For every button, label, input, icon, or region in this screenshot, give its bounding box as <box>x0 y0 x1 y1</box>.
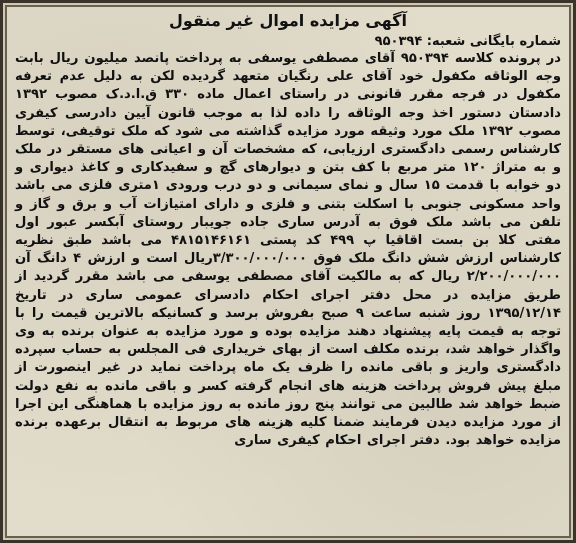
notice-title: آگهی مزایده اموال غیر منقول <box>169 11 407 30</box>
archive-number: شماره بایگانی شعبه: ۹۵۰۳۹۴ <box>374 34 561 49</box>
notice-body: در پرونده کلاسه ۹۵۰۳۹۴ آقای مصطفی یوسفی به پرداخت پانصد میلیون ریال بابت وجه الوثاقه مکفول خود آقای علی رنگیان متعهد گردیده لکن به دلیل عدم تعرفه مکفول در فرجه مقرر قانونی در راستای اعمال ماده ۳۳۰ ق.ا.د.ک مصوب ۱۳۹۲ دادستان دستور اخذ وجه الوثاقه را داده لذا به موجب قانون آیین دادرسی کیفری مصوب ۱۳۹۲ ملک مورد وثیقه مورد مزایده گذاشته می شود که ملک توقیفی، توسط کارشناس رسمی دادگستری ارزیابی، که مشخصات آن و اعیانی های مستقر در ملک و به متراژ ۱۲۰ متر مربع با کف بتن و دیوارهای گچ و سفیدکاری و کاغذ دیواری و دو خوابه با قدمت ۱۵ سال و نمای سیمانی و دو درب ورودی ۱متری فلزی می باشد واحد مسکونی جنوبی با اسکلت بتنی و فلزی و دارای امتیازات آب و برق و گاز و تلفن می باشد ملک فوق به آدرس ساری جاده جویبار روستای آبکسر عبور اول مفتی کلا بن بست اقاقیا پ ۴۹۹ کد پستی ۴۸۱۵۱۴۶۱۶۱ می باشد طبق نظریه کارشناس ارزش شش دانگ ملک فوق ۳/۳۰۰/۰۰۰/۰۰۰ریال است و ارزش ۴ دانگ آن ۲/۲۰۰/۰۰۰/۰۰۰ ریال که به مالکیت آقای مصطفی یوسفی می باشد مقرر گردید از طریق مزایده در محل دفتر اجرای احکام دادسرای عمومی ساری در تاریخ ۱۳۹۵/۱۲/۱۴ روز شنبه ساعت ۹ صبح بفروش برسد و کسانیکه بالاترین قیمت را با توجه به قیمت پایه پیشنهاد دهند مزایده بوده و مورد مزایده به عنوان برنده به وی واگذار خواهد شد، برنده مکلف است از بهای خریداری فی المجلس به حساب سپرده دادگستری واریز و باقی مانده را ظرف یک ماه پرداخت نماید در غیر اینصورت از مبلغ پیش فروش پرداخت هزینه های انجام گرفته کسر و باقی مانده به نفع دولت ضبط خواهد شد طالبین می توانند پنج روز مانده به روز مزایده با هماهنگی این اجرا از مورد مزایده دیدن فرمایند ضمنا کلیه هزینه های مربوط به انتقال برعهده برنده مزایده خواهد بود. دفتر اجرای احکام کیفری ساری <box>15 51 562 449</box>
